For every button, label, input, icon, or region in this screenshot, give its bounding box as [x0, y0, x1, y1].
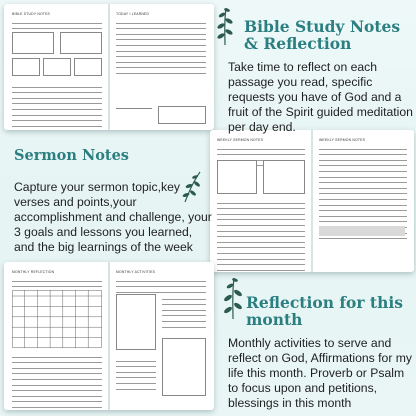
- bible-right-title: TODAY I LEARNED: [116, 12, 150, 16]
- section-description: Capture your sermon topic,key verses and points,your accomplishment and challenge, your 3 goals and lessons you learned, and the big learnings of the week: [14, 180, 212, 254]
- heading-line: Reflection for this: [246, 293, 403, 312]
- heading-line: month: [246, 310, 303, 330]
- section-heading: [14, 148, 129, 164]
- leaf-sprig-icon: [214, 6, 236, 46]
- section-heading: [246, 294, 403, 329]
- heading-line: & Reflection: [244, 34, 352, 54]
- sermon-right-page: [315, 136, 411, 266]
- sermon-left-page: [213, 136, 309, 266]
- monthly-left-page: [8, 268, 106, 404]
- monthly-right-title: MONTHLY ACTIVITIES: [116, 270, 156, 274]
- leaf-sprig-icon: [222, 276, 244, 320]
- monthly-left-title: MONTHLY REFLECTION: [12, 270, 55, 274]
- bible-left-title: BIBLE STUDY NOTES: [12, 12, 51, 16]
- monthly-reflection-notebook-image: [4, 262, 214, 410]
- monthly-right-page: [112, 268, 210, 404]
- heading-line: Bible Study Notes: [244, 17, 401, 36]
- sermon-right-title: WEEKLY SERMON NOTES: [319, 138, 366, 142]
- bible-study-notebook-image: [4, 4, 214, 130]
- heading-line: Sermon Notes: [14, 147, 129, 164]
- sermon-left-title: WEEKLY SERMON NOTES: [217, 138, 264, 142]
- section-heading: [244, 18, 400, 53]
- calendar-grid: [12, 290, 102, 348]
- bible-right-page: [112, 10, 210, 124]
- sermon-notes-notebook-image: [210, 130, 414, 272]
- bible-left-page: [8, 10, 106, 124]
- section-description: Take time to reflect on each passage you read, specific requests you have of God and a fruit of the Spirit guided meditation per day end.: [228, 60, 413, 134]
- section-description: Monthly activities to serve and reflect on God, Affirmations for my life this month. Proverb or Psalm to focus upon and petitions, blessings in this month: [228, 336, 413, 410]
